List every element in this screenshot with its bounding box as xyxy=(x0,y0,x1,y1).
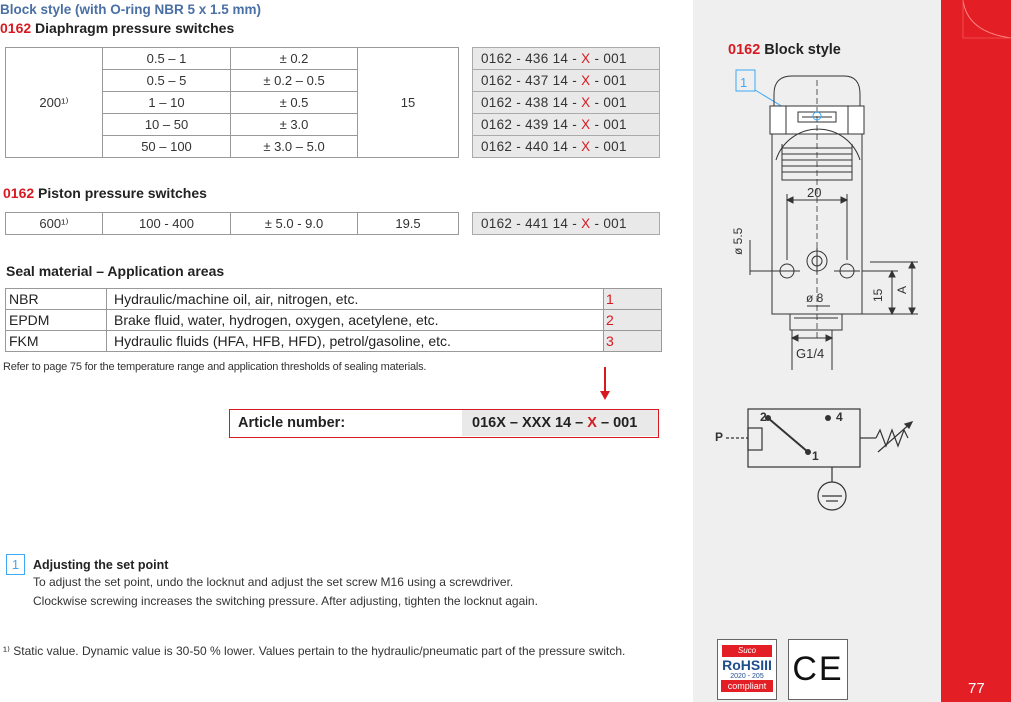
part-number: 0162 - 437 14 - X - 001 xyxy=(473,70,660,92)
product-code: 0162 xyxy=(0,20,32,36)
piston-part-number xyxy=(472,212,660,235)
part-number: 0162 - 436 14 - X - 001 xyxy=(473,48,660,70)
hysteresis-cell: ± 5.0 - 9.0 xyxy=(231,213,358,235)
page-number: 77 xyxy=(968,680,985,697)
table-row xyxy=(6,310,662,331)
range-cell: 100 - 400 xyxy=(103,213,231,235)
switching-point-cell: 15 xyxy=(358,48,459,158)
range-cell: 0.5 – 1 xyxy=(103,48,231,70)
block-style-heading: Block style (with O-ring NBR 5 x 1.5 mm) xyxy=(0,2,262,17)
article-number-box xyxy=(229,409,659,438)
adjust-title: Adjusting the set point xyxy=(33,558,169,572)
range-cell: 50 – 100 xyxy=(103,136,231,158)
ce-mark: CE xyxy=(792,650,844,688)
brand-logo: Suco xyxy=(722,645,772,657)
table-row xyxy=(6,331,662,352)
piston-heading xyxy=(3,185,207,201)
table-row xyxy=(6,48,459,70)
range-cell: 1 – 10 xyxy=(103,92,231,114)
thread-label: G1/4 xyxy=(796,346,825,361)
seal-number: 3 xyxy=(604,331,662,352)
article-number-value: 016X – XXX 14 – X – 001 xyxy=(462,410,658,436)
seal-areas: Brake fluid, water, hydrogen, oxygen, acetylene, etc. xyxy=(107,310,604,331)
hysteresis-cell: ± 3.0 xyxy=(231,114,358,136)
callout-badge: 1 xyxy=(6,554,25,575)
table-row xyxy=(473,92,660,114)
pressure-cell: 200¹⁾ xyxy=(6,48,103,158)
piston-table xyxy=(5,212,459,235)
diaphragm-heading xyxy=(0,20,234,36)
seal-heading: Seal material – Application areas xyxy=(6,263,225,279)
part-number: 0162 - 438 14 - X - 001 xyxy=(473,92,660,114)
seal-material: FKM xyxy=(6,331,107,352)
corner-swoosh-icon xyxy=(941,0,1011,45)
adjust-text-line: Clockwise screwing increases the switching pressure. After adjusting, tighten the locknut again. xyxy=(33,594,538,608)
seal-number: 2 xyxy=(604,310,662,331)
range-cell: 0.5 – 5 xyxy=(103,70,231,92)
rohs-years: 2020 - 205 xyxy=(730,673,764,680)
rohs-text: RoHSIII xyxy=(722,657,772,673)
table-row xyxy=(6,213,459,235)
seal-areas: Hydraulic fluids (HFA, HFB, HFD), petrol/gasoline, etc. xyxy=(107,331,604,352)
piston-title: Piston pressure switches xyxy=(38,185,207,201)
seal-table xyxy=(5,288,662,352)
dim-15: 15 xyxy=(871,288,885,302)
part-number: 0162 - 440 14 - X - 001 xyxy=(473,136,660,158)
down-arrow-icon xyxy=(597,367,613,403)
seal-material: EPDM xyxy=(6,310,107,331)
dim-dia-5-5: ø 5.5 xyxy=(731,227,745,255)
switch-symbol xyxy=(712,404,922,524)
refer-note: Refer to page 75 for the temperature range and application thresholds of sealing materials. xyxy=(3,361,427,373)
adjust-text-line: To adjust the set point, undo the locknut and adjust the set screw M16 using a screwdriver. xyxy=(33,575,514,589)
port-p: P xyxy=(715,430,724,444)
seal-material: NBR xyxy=(6,289,107,310)
hysteresis-cell: ± 0.2 xyxy=(231,48,358,70)
ce-badge xyxy=(788,639,848,700)
diaphragm-title: Diaphragm pressure switches xyxy=(35,20,235,36)
page-edge-strip xyxy=(941,0,1011,702)
hysteresis-cell: ± 0.2 – 0.5 xyxy=(231,70,358,92)
dim-dia-8: ø 8 xyxy=(806,291,824,305)
panel-title: 0162 Block style xyxy=(728,42,841,58)
technical-drawing xyxy=(720,60,935,380)
rohs-compliant: compliant xyxy=(721,680,773,692)
diaphragm-part-numbers xyxy=(472,47,660,158)
callout-number: 1 xyxy=(740,75,748,90)
table-row xyxy=(473,70,660,92)
part-number: 0162 - 441 14 - X - 001 xyxy=(473,213,660,235)
table-row xyxy=(473,213,660,235)
table-row xyxy=(473,136,660,158)
part-number: 0162 - 439 14 - X - 001 xyxy=(473,114,660,136)
seal-number: 1 xyxy=(604,289,662,310)
dim-20: 20 xyxy=(807,185,822,200)
diaphragm-table xyxy=(5,47,459,158)
footnote: ¹⁾ Static value. Dynamic value is 30-50 % lower. Values pertain to the hydraulic/pneumatic part of the pressure switch. xyxy=(3,644,626,658)
pressure-cell: 600¹⁾ xyxy=(6,213,103,235)
hysteresis-cell: ± 3.0 – 5.0 xyxy=(231,136,358,158)
table-row xyxy=(473,48,660,70)
table-row xyxy=(6,289,662,310)
product-code: 0162 xyxy=(3,185,35,201)
dim-a: A xyxy=(895,285,909,294)
table-row xyxy=(473,114,660,136)
switching-point-cell: 19.5 xyxy=(358,213,459,235)
port-4: 4 xyxy=(836,410,843,424)
port-2: 2 xyxy=(760,410,767,424)
seal-areas: Hydraulic/machine oil, air, nitrogen, etc. xyxy=(107,289,604,310)
hysteresis-cell: ± 0.5 xyxy=(231,92,358,114)
port-1: 1 xyxy=(812,449,819,463)
article-number-label: Article number: xyxy=(238,415,346,431)
range-cell: 10 – 50 xyxy=(103,114,231,136)
rohs-badge xyxy=(717,639,777,700)
